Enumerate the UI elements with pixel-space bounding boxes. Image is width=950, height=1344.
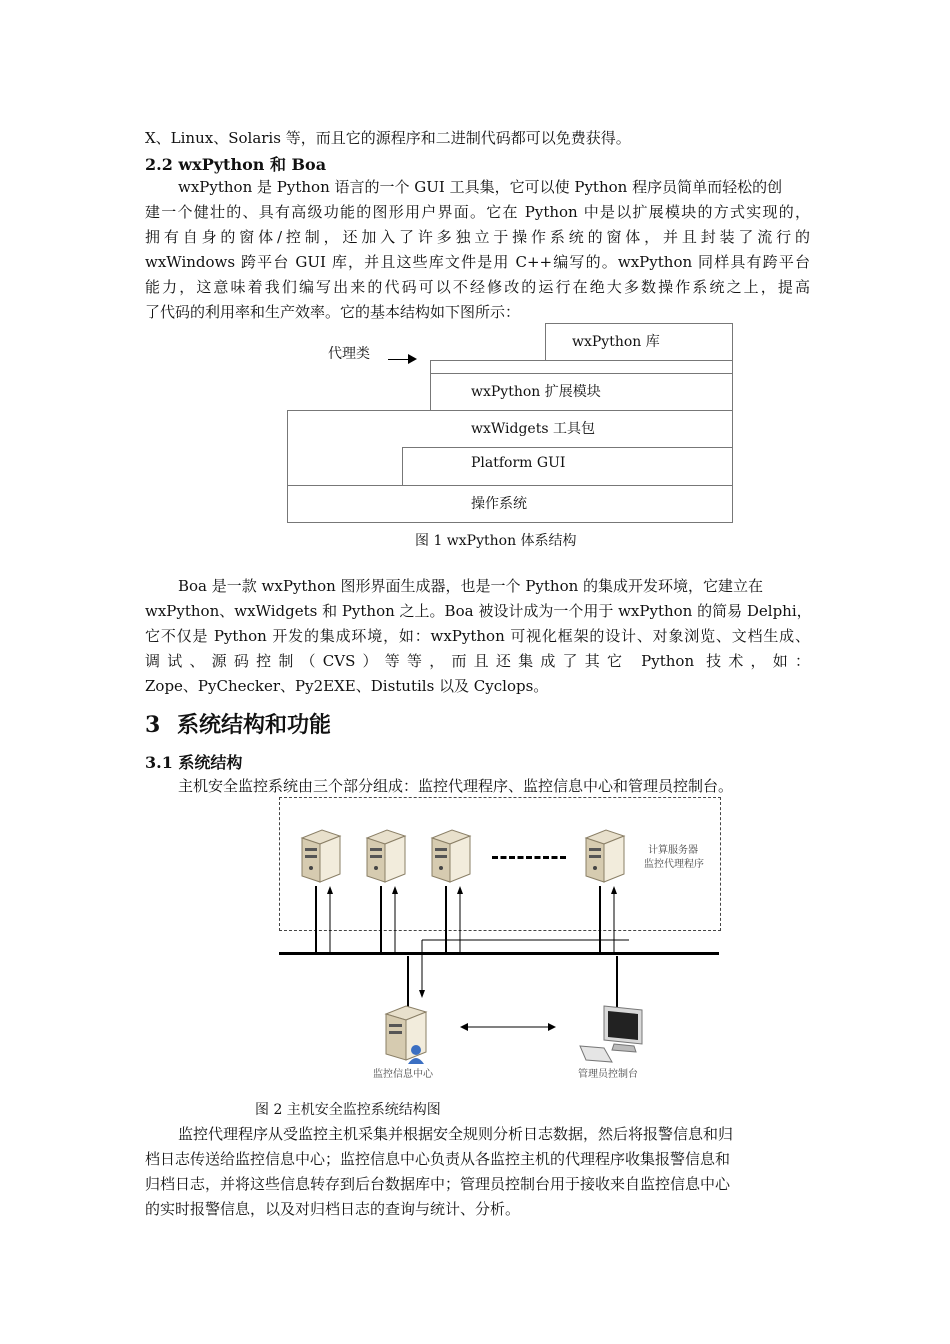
network-connections <box>279 880 719 1010</box>
text-line: Zope、PyChecker、Py2EXE、Distutils 以及 Cyclops。 <box>145 677 549 695</box>
admin-console-label: 管理员控制台 <box>578 1069 638 1080</box>
section-heading-2-2: 2.2 wxPython 和 Boa <box>145 155 327 174</box>
arrow-right-icon <box>408 354 417 364</box>
text-line: 拥有自身的窗体/控制，还加入了许多独立于操作系统的窗体，并且封装了流行的 <box>145 228 810 246</box>
proxy-class-label: 代理类 <box>328 346 370 362</box>
section-heading-3-1: 3.1 系统结构 <box>145 753 243 772</box>
computer-icon <box>578 1002 648 1064</box>
text-line: X、Linux、Solaris 等，而且它的源程序和二进制代码都可以免费获得。 <box>145 129 631 147</box>
monitor-center-label: 监控信息中心 <box>373 1069 433 1080</box>
layer-platform-gui <box>402 447 733 486</box>
section-number: 3 <box>145 712 161 738</box>
server-icon <box>426 828 474 884</box>
server-icon <box>580 828 628 884</box>
figure-caption: 图 1 wxPython 体系结构 <box>415 533 577 549</box>
text-line: 了代码的利用率和生产效率。它的基本结构如下图所示： <box>145 303 521 321</box>
layer-label: wxPython 库 <box>572 334 660 350</box>
figure-caption: 图 2 主机安全监控系统结构图 <box>255 1102 441 1118</box>
bidirectional-arrow-icon <box>460 1020 556 1034</box>
section-title: 系统结构和功能 <box>177 712 332 738</box>
text-line: 的实时报警信息，以及对归档日志的查询与统计、分析。 <box>145 1200 521 1218</box>
text-line: 监控代理程序从受监控主机采集并根据安全规则分析日志数据，然后将报警信息和归 <box>178 1125 734 1143</box>
layer-label: wxPython 扩展模块 <box>471 384 601 400</box>
network-bus <box>279 952 719 955</box>
text-line: wxPython、wxWidgets 和 Python 之上。Boa 被设计成为一个用于 wxPython 的简易 Delphi， <box>145 602 812 620</box>
text-line: 建一个健壮的、具有高级功能的图形用户界面。它在 Python 中是以扩展模块的方式实现的， <box>145 203 810 221</box>
text-line: Boa 是一款 wxPython 图形界面生成器，也是一个 Python 的集成开发环境，它建立在 <box>178 577 764 595</box>
layer-label: Platform GUI <box>471 455 566 471</box>
monitor-center-server-icon <box>380 1004 436 1066</box>
text-line: 档日志传送给监控信息中心；监控信息中心负责从各监控主机的代理程序收集报警信息和 <box>145 1150 731 1168</box>
text-line: wxPython 是 Python 语言的一个 GUI 工具集，它可以使 Python 程序员简单而轻松的创 <box>178 178 783 196</box>
text-line: 它不仅是 Python 开发的集成环境，如：wxPython 可视化框架的设计、对象浏览、文档生成、 <box>145 627 810 645</box>
server-label: 计算服务器 <box>648 845 698 856</box>
layer-gap <box>430 360 733 374</box>
text-line: 调试、源码控制（CVS）等等，而且还集成了其它 Python 技术，如： <box>145 652 810 670</box>
text-line: wxWindows 跨平台 GUI 库，并且这些库文件是用 C++编写的。wxPython 同样具有跨平台 <box>145 253 810 271</box>
layer-label: 操作系统 <box>471 496 527 512</box>
layer-wxwidgets-side <box>287 447 403 486</box>
section-heading-3 <box>145 708 331 739</box>
text-line: 能力，这意味着我们编写出来的代码可以不经修改的运行在绝大多数操作系统之上，提高 <box>145 278 810 296</box>
text-line: 归档日志，并将这些信息转存到后台数据库中；管理员控制台用于接收来自监控信息中心 <box>145 1175 731 1193</box>
arrow-line <box>388 359 410 360</box>
text-line: 主机安全监控系统由三个部分组成：监控代理程序、监控信息中心和管理员控制台。 <box>178 777 734 795</box>
server-icon <box>361 828 409 884</box>
server-label: 监控代理程序 <box>644 859 704 870</box>
layer-label: wxWidgets 工具包 <box>471 421 595 437</box>
server-icon <box>296 828 344 884</box>
more-hosts-dashes <box>492 856 566 859</box>
